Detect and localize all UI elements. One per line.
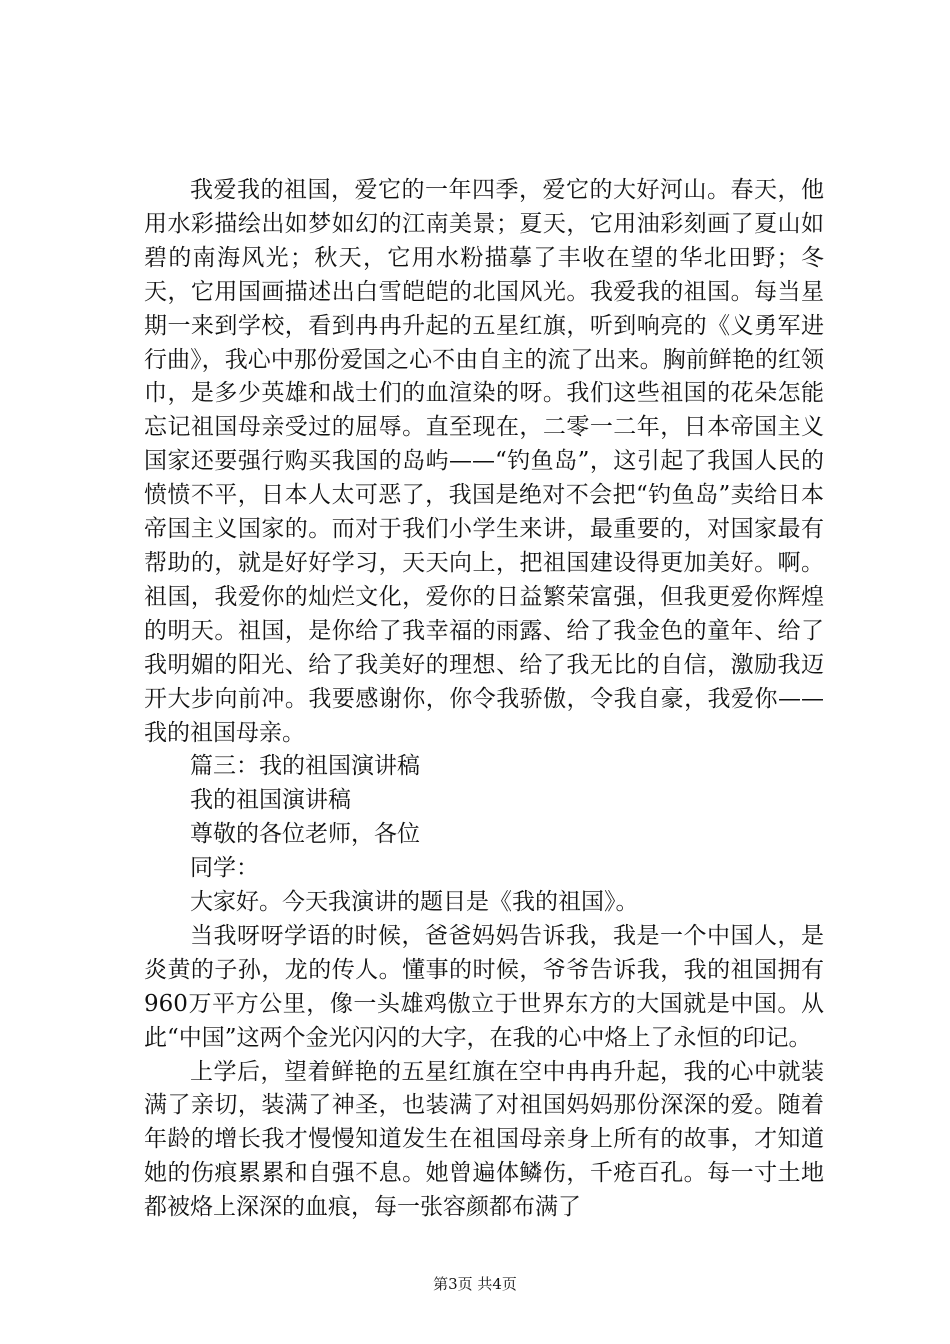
paragraph-motherland-love: 我爱我的祖国，爱它的一年四季，爱它的大好河山。春天，他用水彩描绘出如梦如幻的江南美景；夏天，它用油彩刻画了夏山如碧的南海风光；秋天，它用水粉描摹了丰收在望的华北田野；冬天，它用国画描述出白雪皑皑的北国风光。我爱我的祖国。每当星期一来到学校，看到冉冉升起的五星红旗，听到响亮的《义勇军进行曲》，我心中那份爱国之心不由自主的流了出来。胸前鲜艳的红领巾，是多少英雄和战士们的血渲染的呀。我们这些祖国的花朵怎能忘记祖国母亲受过的屈辱。直至现在，二零一二年，日本帝国主义国家还要强行购买我国的岛屿——“钓鱼岛”，这引起了我国人民的愤愤不平，日本人太可恶了，我国是绝对不会把“钓鱼岛”卖给日本帝国主义国家的。而对于我们小学生来讲，最重要的，对国家最有帮助的，就是好好学习，天天向上，把祖国建设得更加美好。啊。祖国，我爱你的灿烂文化，爱你的日益繁荣富强，但我更爱你辉煌的明天。祖国，是你给了我幸福的雨露、给了我金色的童年、给了我明媚的阳光、给了我美好的理想、给了我无比的自信，激励我迈开大步向前冲。我要感谢你，你令我骄傲，令我自豪，我爱你——我的祖国母亲。 xyxy=(144,177,824,746)
speech-title: 我的祖国演讲稿 xyxy=(190,787,351,814)
section-heading: 篇三：我的祖国演讲稿 xyxy=(190,753,420,780)
paragraph-childhood: 当我呀呀学语的时候，爸爸妈妈告诉我，我是一个中国人，是炎黄的子孙，龙的传人。懂事的时候，爷爷告诉我，我的祖国拥有960万平方公里，像一头雄鸡傲立于世界东方的大国就是中国。从此“中国”这两个金光闪闪的大字，在我的心中烙上了永恒的印记。 xyxy=(144,922,824,1051)
greeting-line-continued: 同学： xyxy=(190,855,259,882)
opening-line: 大家好。今天我演讲的题目是《我的祖国》。 xyxy=(190,889,639,916)
document-body xyxy=(144,174,824,1225)
page-footer: 第3页 共4页 xyxy=(433,1275,517,1293)
greeting-line: 尊敬的各位老师，各位 xyxy=(190,821,420,848)
paragraph-school: 上学后，望着鲜艳的五星红旗在空中冉冉升起，我的心中就装满了亲切，装满了神圣，也装满了对祖国妈妈那份深深的爱。随着年龄的增长我才慢慢知道发生在祖国母亲身上所有的故事，才知道她的伤痕累累和自强不息。她曾遍体鳞伤，千疮百孔。每一寸土地都被烙上深深的血痕，每一张容颜都布满了 xyxy=(144,1058,824,1221)
